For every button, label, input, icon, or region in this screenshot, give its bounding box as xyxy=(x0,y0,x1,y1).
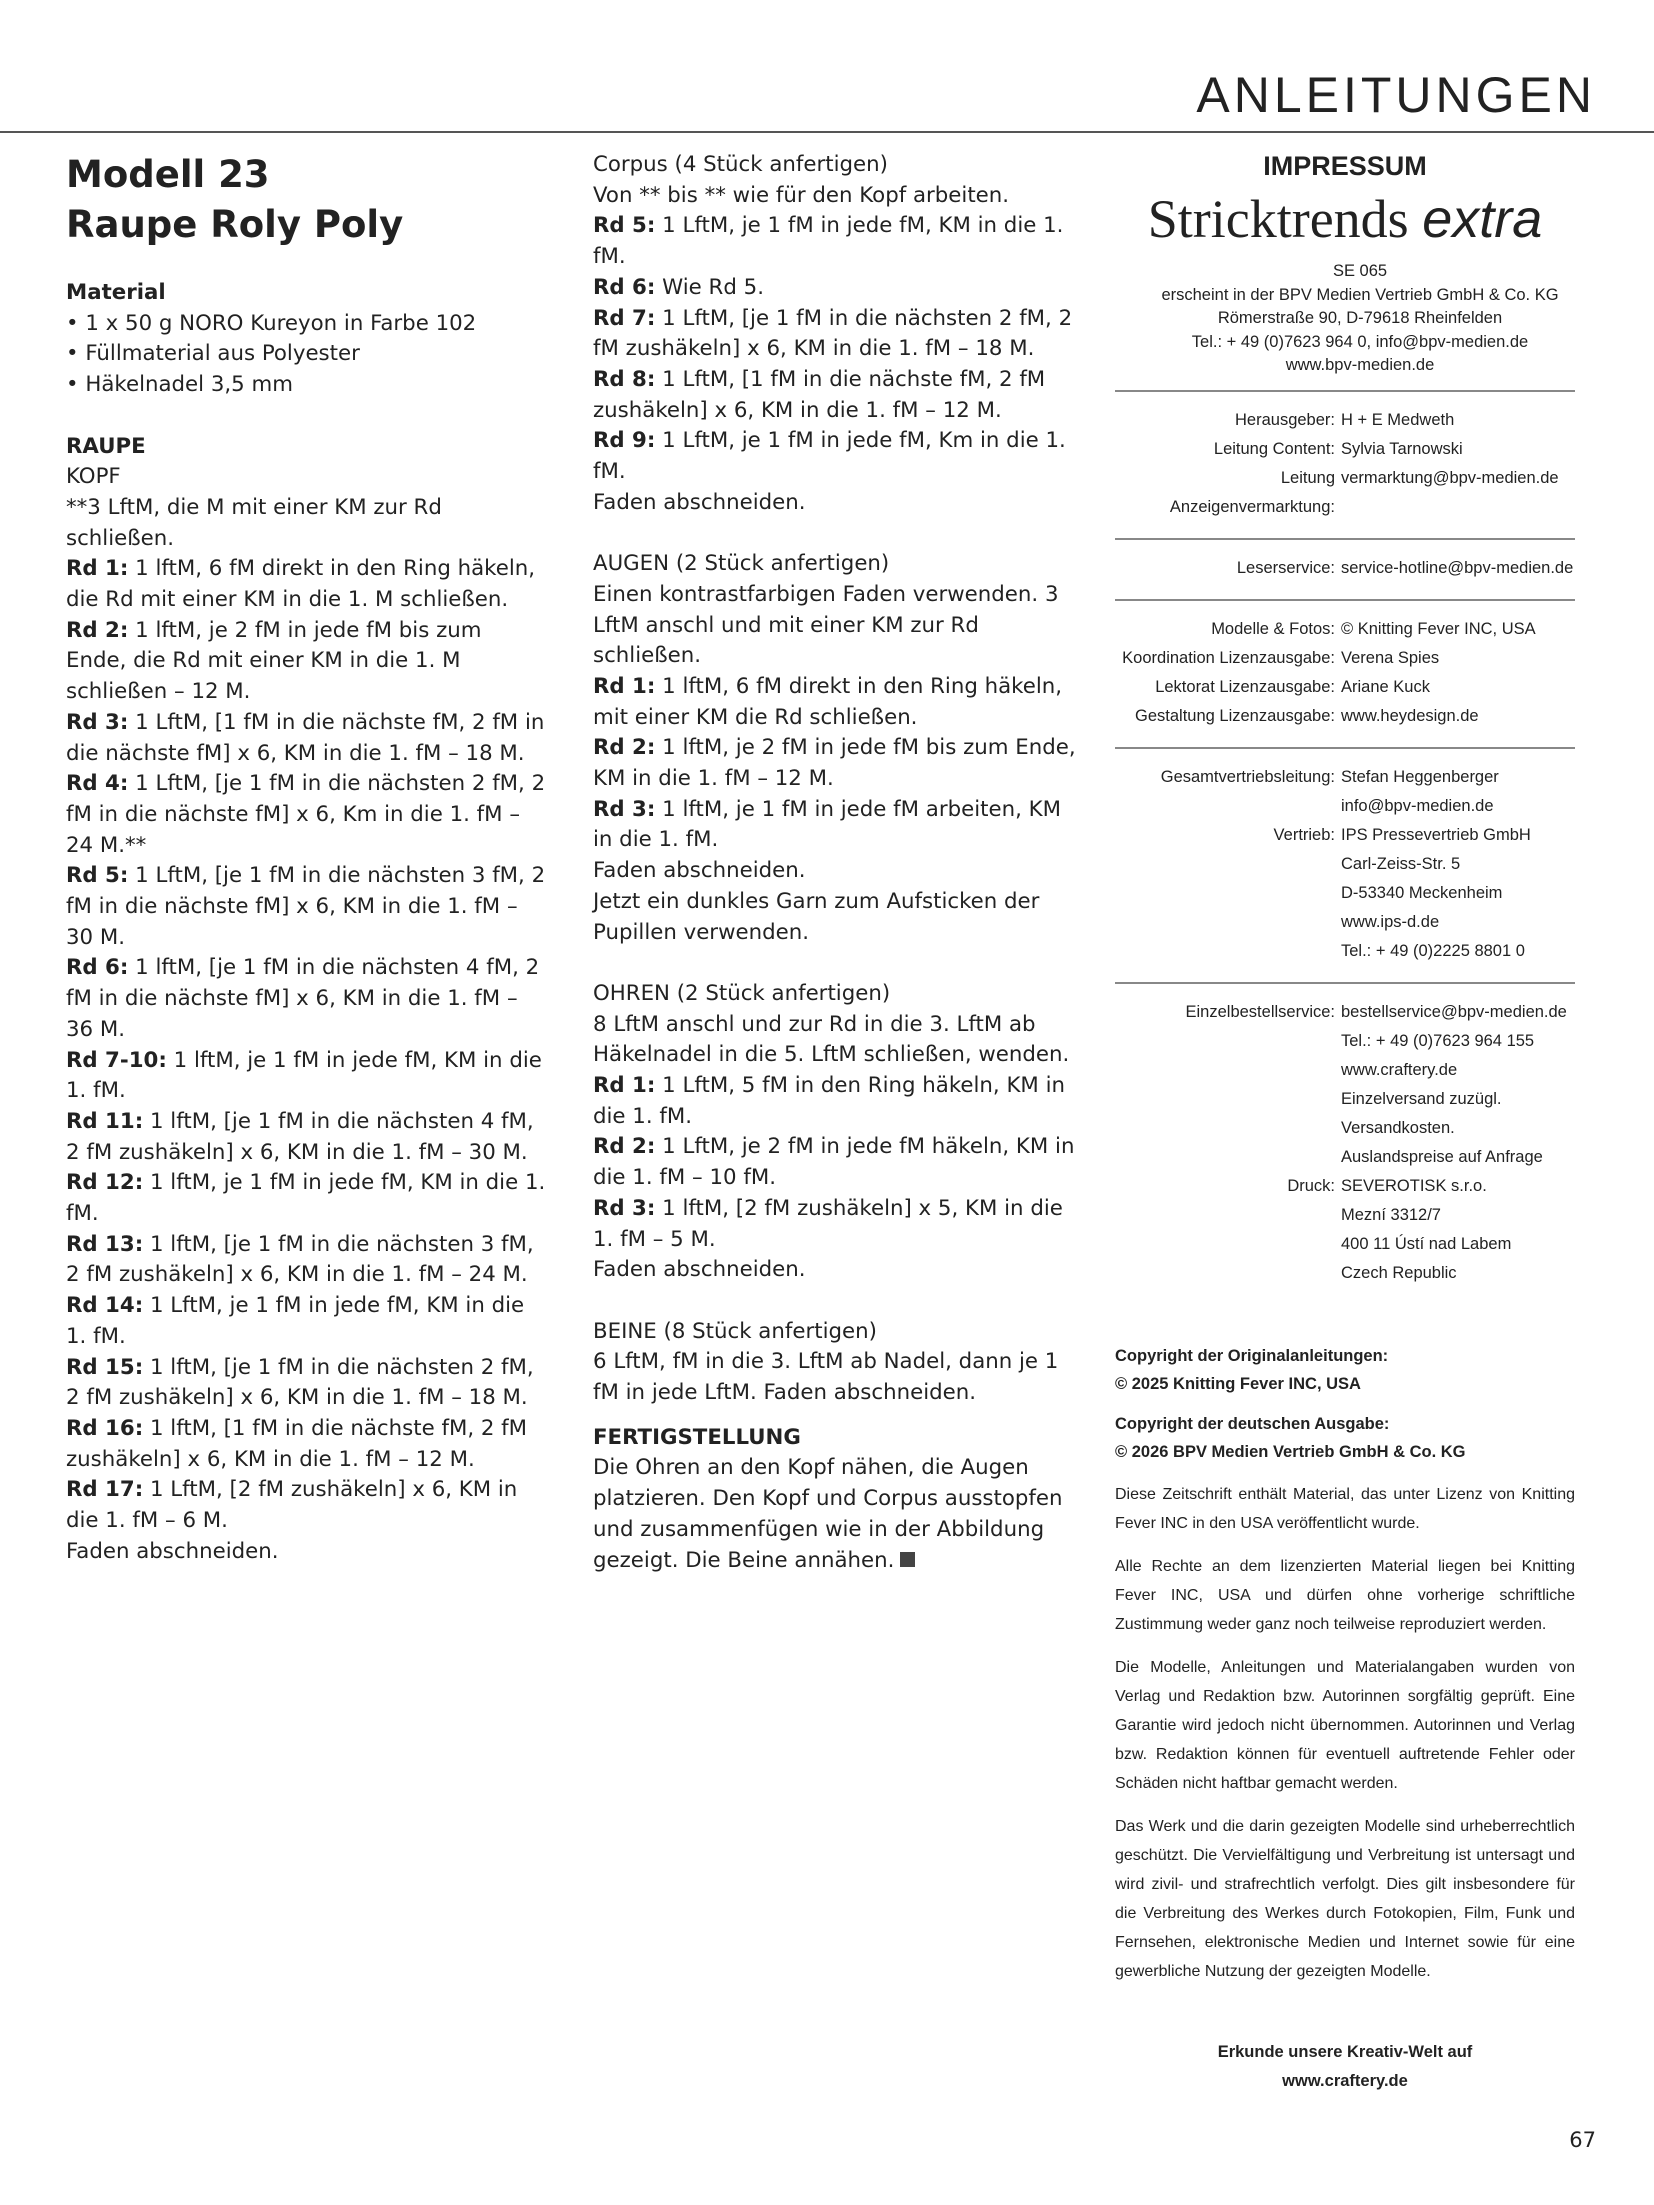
impressum-row xyxy=(1115,554,1575,583)
round-text: 1 LftM, [je 1 fM in die nächsten 3 fM, 2 fM in die nächste fM] x 6, KM in die 1. fM – 30 M. xyxy=(66,863,546,950)
legal-paragraph: Diese Zeitschrift enthält Material, das unter Lizenz von Knitting Fever INC in den USA veröffentlicht wurde. xyxy=(1115,1485,1575,1532)
round-text: 1 LftM, [1 fM in die nächste fM, 2 fM zushäkeln] x 6, KM in die 1. fM – 12 M. xyxy=(593,366,1046,423)
ohren-end: Faden abschneiden. xyxy=(593,1257,806,1283)
round-text: 1 LftM, [je 1 fM in die nächsten 2 fM, 2 fM zushäkeln] x 6, KM in die 1. fM – 18 M. xyxy=(593,305,1073,362)
corpus-heading: Corpus (4 Stück anfertigen) xyxy=(593,152,888,177)
impressum-value: www.ips-d.de xyxy=(1341,912,1440,931)
round-instruction xyxy=(66,1414,546,1475)
raupe-rows xyxy=(66,554,546,1537)
round-label: Rd 4: xyxy=(66,771,129,797)
round-text: 1 LftM, je 1 fM in jede fM, KM in die 1. fM. xyxy=(66,1293,525,1349)
round-instruction xyxy=(66,1230,546,1291)
impressum-label: Gesamtvertriebsleitung: xyxy=(1160,767,1335,786)
round-text: 1 lftM, je 2 fM in jede fM bis zum Ende, KM in die 1. fM – 12 M. xyxy=(593,735,1076,792)
round-label: Rd 13: xyxy=(66,1231,144,1257)
beine-heading: BEINE (8 Stück anfertigen) xyxy=(593,1318,877,1344)
round-label: Rd 2: xyxy=(66,617,129,643)
magazine-brand xyxy=(1115,188,1575,250)
round-label: Rd 6: xyxy=(593,274,656,300)
impressum-value: Stefan Heggenberger xyxy=(1341,767,1499,786)
impressum-row xyxy=(1115,406,1575,435)
impressum-value: Einzelversand zuzügl. xyxy=(1341,1089,1502,1108)
round-label: Rd 5: xyxy=(593,213,656,239)
impressum-row xyxy=(1115,435,1575,464)
round-label: Rd 6: xyxy=(66,955,129,981)
copyright-de-label: Copyright der deutschen Ausgabe: xyxy=(1115,1414,1390,1433)
round-instruction xyxy=(593,795,1083,856)
model-title xyxy=(66,150,546,250)
impressum-values xyxy=(1341,673,1575,702)
copyright-orig-label: Copyright der Originalanleitungen: xyxy=(1115,1346,1389,1365)
augen-end: Faden abschneiden. xyxy=(593,858,806,884)
round-text: 1 lftM, [je 1 fM in die nächsten 3 fM, 2 fM zushäkeln] x 6, KM in die 1. fM – 24 M. xyxy=(66,1231,534,1288)
kv-block-service xyxy=(1115,540,1575,599)
round-instruction xyxy=(593,273,1083,304)
model-name: Raupe Roly Poly xyxy=(66,203,404,246)
impressum-label: Leserservice: xyxy=(1236,558,1335,577)
round-label: Rd 8: xyxy=(593,366,656,392)
kv-block-orders xyxy=(1115,984,1575,1304)
section-title: ANLEITUNGEN xyxy=(1196,67,1596,123)
round-label: Rd 12: xyxy=(66,1170,144,1196)
round-instruction xyxy=(593,304,1083,365)
round-label: Rd 3: xyxy=(593,796,656,822)
impressum-row xyxy=(1115,702,1575,731)
impressum xyxy=(1115,150,1575,2096)
impressum-label: Druck: xyxy=(1287,1176,1335,1195)
impressum-values xyxy=(1341,464,1575,522)
legal-paragraph: Die Modelle, Anleitungen und Materialangaben wurden von Verlag und Redaktion bzw. Autorinnen sorgfältig geprüft. Eine Garantie wird jedoch nicht übernommen. Autorinnen und Verlag bzw. Redaktion können für eventuell auftretende Fehler oder Schäden nicht haftbar gemacht werden. xyxy=(1115,1658,1575,1792)
column-middle xyxy=(593,150,1083,1576)
impressum-row xyxy=(1115,763,1575,821)
corpus-rows xyxy=(593,211,1083,487)
legal-paragraph: Alle Rechte an dem lizenzierten Material liegen bei Knitting Fever INC, USA und dürfen ohne vorherige schriftliche Zustimmung weder ganz noch teilweise reproduziert werden. xyxy=(1115,1557,1575,1633)
round-label: Rd 11: xyxy=(66,1108,144,1134)
impressum-value: Czech Republic xyxy=(1341,1263,1457,1282)
round-label: Rd 14: xyxy=(66,1293,144,1319)
round-label: Rd 16: xyxy=(66,1416,144,1441)
corpus-end: Faden abschneiden. xyxy=(593,489,806,515)
impressum-values xyxy=(1341,1172,1575,1288)
round-instruction xyxy=(593,426,1083,487)
round-label: Rd 1: xyxy=(66,556,129,582)
impressum-value: H + E Medweth xyxy=(1341,410,1455,429)
info-line: Tel.: + 49 (0)7623 964 0, info@bpv-medien.de xyxy=(1191,332,1529,351)
round-instruction xyxy=(66,1353,546,1414)
impressum-value: SEVEROTISK s.r.o. xyxy=(1341,1176,1487,1195)
fertigstellung-text: Die Ohren an den Kopf nähen, die Augen platzieren. Den Kopf und Corpus ausstopfen und zusammenfügen wie in der Abbildung gezeigt. Die Beine annähen. xyxy=(593,1455,1063,1573)
impressum-value: Mezní 3312/7 xyxy=(1341,1205,1441,1224)
impressum-value: Carl-Zeiss-Str. 5 xyxy=(1341,854,1461,873)
impressum-label: Leitung Anzeigenvermarktung: xyxy=(1169,468,1335,516)
impressum-value: Verena Spies xyxy=(1341,648,1440,667)
impressum-row xyxy=(1115,821,1575,966)
round-instruction xyxy=(593,672,1083,733)
round-text: 1 lftM, je 2 fM in jede fM bis zum Ende, die Rd mit einer KM in die 1. M schließen – 12 M. xyxy=(66,617,482,705)
round-text: 1 LftM, [2 fM zushäkeln] x 6, KM in die 1. fM – 6 M. xyxy=(66,1477,518,1534)
explore-link[interactable]: www.craftery.de xyxy=(1282,2071,1408,2090)
impressum-label: Lektorat Lizenzausgabe: xyxy=(1155,677,1335,696)
impressum-row xyxy=(1115,644,1575,673)
round-text: 1 lftM, je 1 fM in jede fM arbeiten, KM in die 1. fM. xyxy=(593,796,1061,853)
impressum-value: Tel.: + 49 (0)7623 964 155 xyxy=(1341,1031,1535,1050)
round-instruction xyxy=(593,1132,1083,1193)
impressum-label: Leitung Content: xyxy=(1213,439,1335,458)
round-text: 1 lftM, [je 1 fM in die nächsten 4 fM, 2 fM zushäkeln] x 6, KM in die 1. fM – 30 M. xyxy=(66,1108,534,1165)
round-instruction xyxy=(593,733,1083,794)
page-number: 67 xyxy=(1569,2128,1596,2152)
explore-line: Erkunde unsere Kreativ-Welt auf xyxy=(1217,2042,1473,2061)
impressum-value: D-53340 Meckenheim xyxy=(1341,883,1503,902)
impressum-value: info@bpv-medien.de xyxy=(1341,796,1494,815)
publisher-info xyxy=(1115,260,1575,378)
impressum-values xyxy=(1341,435,1575,464)
round-text: 1 lftM, [je 1 fM in die nächsten 4 fM, 2 fM in die nächste fM] x 6, KM in die 1. fM – 36 M. xyxy=(66,955,540,1042)
model-number: Modell 23 xyxy=(66,153,270,196)
kopf-heading: KOPF xyxy=(66,464,121,490)
round-label: Rd 9: xyxy=(593,428,656,454)
round-text: 1 LftM, je 1 fM in jede fM, Km in die 1. fM. xyxy=(593,428,1066,485)
round-label: Rd 5: xyxy=(66,863,129,889)
impressum-value: Tel.: + 49 (0)2225 8801 0 xyxy=(1341,941,1525,960)
round-instruction xyxy=(593,365,1083,426)
impressum-value: service-hotline@bpv-medien.de xyxy=(1341,558,1574,577)
kopf-intro: **3 LftM, die M mit einer KM zur Rd schließen. xyxy=(66,494,442,551)
round-text: 1 LftM, [1 fM in die nächste fM, 2 fM in die nächste fM] x 6, KM in die 1. fM – 18 M. xyxy=(66,709,545,766)
impressum-label: Gestaltung Lizenzausgabe: xyxy=(1135,706,1335,725)
round-text: 1 LftM, je 2 fM in jede fM häkeln, KM in die 1. fM – 10 fM. xyxy=(593,1134,1075,1191)
round-label: Rd 1: xyxy=(593,673,656,699)
impressum-row xyxy=(1115,673,1575,702)
fertigstellung-paragraph xyxy=(593,1453,1083,1576)
round-instruction xyxy=(66,616,546,708)
end-square-icon xyxy=(900,1552,915,1567)
impressum-value: Ariane Kuck xyxy=(1341,677,1430,696)
copyright-block xyxy=(1115,1342,1575,1466)
impressum-label: Koordination Lizenzausgabe: xyxy=(1122,648,1335,667)
round-text: 1 LftM, [je 1 fM in die nächsten 2 fM, 2 fM in die nächste fM] x 6, Km in die 1. fM – 24 M.** xyxy=(66,771,546,858)
impressum-value: www.craftery.de xyxy=(1341,1060,1458,1079)
impressum-value: Sylvia Tarnowski xyxy=(1341,439,1463,458)
raupe-heading: RAUPE xyxy=(66,433,146,459)
impressum-value: Versandkosten. xyxy=(1341,1118,1455,1137)
impressum-values xyxy=(1341,763,1575,821)
round-label: Rd 17: xyxy=(66,1477,144,1503)
info-line: Römerstraße 90, D-79618 Rheinfelden xyxy=(1217,309,1503,327)
round-text: 1 lftM, [2 fM zushäkeln] x 5, KM in die 1. fM – 5 M. xyxy=(593,1195,1063,1252)
impressum-value: bestellservice@bpv-medien.de xyxy=(1341,1002,1567,1021)
impressum-value: vermarktung@bpv-medien.de xyxy=(1341,468,1559,487)
fertigstellung-heading: FERTIGSTELLUNG xyxy=(593,1424,801,1450)
corpus-intro: Von ** bis ** wie für den Kopf arbeiten. xyxy=(593,182,1010,208)
impressum-row xyxy=(1115,464,1575,522)
kv-block-editorial xyxy=(1115,392,1575,538)
round-instruction xyxy=(66,953,546,1045)
round-label: Rd 2: xyxy=(593,1134,656,1160)
ohren-intro: 8 LftM anschl und zur Rd in die 3. LftM ab Häkelnadel in die 5. LftM schließen, wenden. xyxy=(593,1011,1070,1068)
impressum-row xyxy=(1115,615,1575,644)
column-left xyxy=(66,150,546,1568)
kv-block-license xyxy=(1115,601,1575,747)
info-line: SE 065 xyxy=(1332,262,1388,280)
round-text: 1 lftM, je 1 fM in jede fM, KM in die 1. fM. xyxy=(66,1047,542,1104)
round-label: Rd 15: xyxy=(66,1354,144,1380)
round-text: 1 lftM, [je 1 fM in die nächsten 2 fM, 2 fM zushäkeln] x 6, KM in die 1. fM – 18 M. xyxy=(66,1354,534,1411)
round-label: Rd 3: xyxy=(593,1195,656,1221)
round-instruction xyxy=(66,1168,546,1229)
material-heading: Material xyxy=(66,280,166,305)
round-instruction xyxy=(593,1194,1083,1255)
round-label: Rd 1: xyxy=(593,1073,656,1099)
impressum-value: © Knitting Fever INC, USA xyxy=(1341,619,1536,638)
round-instruction xyxy=(66,708,546,769)
brand-main: Stricktrends xyxy=(1147,189,1423,249)
round-instruction xyxy=(66,1046,546,1107)
impressum-label: Herausgeber: xyxy=(1235,410,1335,429)
impressum-values xyxy=(1341,554,1575,583)
material-item: • Häkelnadel 3,5 mm xyxy=(66,372,293,398)
beine-text: 6 LftM, fM in die 3. LftM ab Nadel, dann je 1 fM in jede LftM. Faden abschneiden. xyxy=(593,1349,1059,1406)
brand-extra: extra xyxy=(1422,189,1543,249)
round-instruction xyxy=(66,1475,546,1536)
round-instruction xyxy=(593,211,1083,272)
round-label: Rd 7-10: xyxy=(66,1047,167,1073)
impressum-label: Vertrieb: xyxy=(1273,825,1335,844)
round-text: 1 lftM, je 1 fM in jede fM, KM in die 1. fM. xyxy=(66,1170,546,1227)
ohren-rows xyxy=(593,1071,1083,1255)
round-text: Wie Rd 5. xyxy=(655,274,764,300)
round-instruction xyxy=(66,769,546,861)
material-item: • Füllmaterial aus Polyester xyxy=(66,341,360,367)
raupe-end: Faden abschneiden. xyxy=(66,1538,279,1564)
round-instruction xyxy=(593,1071,1083,1132)
impressum-values xyxy=(1341,615,1575,644)
round-text: 1 LftM, 5 fM in den Ring häkeln, KM in die 1. fM. xyxy=(593,1073,1065,1129)
copyright-orig-value: © 2025 Knitting Fever INC, USA xyxy=(1115,1374,1361,1393)
impressum-value: IPS Pressevertrieb GmbH xyxy=(1341,825,1531,844)
impressum-values xyxy=(1341,702,1575,731)
round-text: 1 lftM, 6 fM direkt in den Ring häkeln, die Rd mit einer KM in die 1. M schließen. xyxy=(66,556,536,613)
impressum-label: Einzelbestellservice: xyxy=(1185,1002,1335,1021)
impressum-values xyxy=(1341,998,1575,1172)
explore-note xyxy=(1115,2038,1575,2096)
impressum-value: Auslandspreise auf Anfrage xyxy=(1341,1147,1543,1166)
kv-block-distribution xyxy=(1115,749,1575,982)
material-item: • 1 x 50 g NORO Kureyon in Farbe 102 xyxy=(66,310,477,336)
round-instruction xyxy=(66,554,546,615)
round-instruction xyxy=(66,1291,546,1352)
augen-extra: Jetzt ein dunkles Garn zum Aufsticken der Pupillen verwenden. xyxy=(593,888,1040,945)
legal-paragraph: Das Werk und die darin gezeigten Modelle sind urheberrechtlich geschützt. Die Vervielfältigung und Verbreitung ist untersagt und wird zivil- und strafrechtlich verfolgt. Dies gilt insbesondere für die Verbreitung des Werkes durch Fotokopien, Film, Funk und Fernsehen, elektronische Medien und Internet sowie für eine gewerbliche Nutzung der gezeigten Modelle. xyxy=(1115,1817,1575,1980)
augen-rows xyxy=(593,672,1083,856)
impressum-values xyxy=(1341,406,1575,435)
impressum-values xyxy=(1341,821,1575,966)
round-instruction xyxy=(66,1107,546,1168)
round-text: 1 LftM, je 1 fM in jede fM, KM in die 1. fM. xyxy=(593,213,1064,270)
augen-intro: Einen kontrastfarbigen Faden verwenden. 3 LftM anschl und mit einer KM zur Rd schließen. xyxy=(593,581,1059,669)
round-label: Rd 2: xyxy=(593,735,656,761)
round-instruction xyxy=(66,861,546,953)
header-divider xyxy=(0,131,1654,133)
impressum-row xyxy=(1115,998,1575,1172)
augen-heading: AUGEN (2 Stück anfertigen) xyxy=(593,551,890,577)
impressum-heading: IMPRESSUM xyxy=(1263,151,1427,181)
copyright-de-value: © 2026 BPV Medien Vertrieb GmbH & Co. KG xyxy=(1115,1442,1466,1461)
round-label: Rd 7: xyxy=(593,305,656,331)
info-line: www.bpv-medien.de xyxy=(1285,356,1435,374)
round-text: 1 lftM, [1 fM in die nächste fM, 2 fM zushäkeln] x 6, KM in die 1. fM – 12 M. xyxy=(66,1416,528,1472)
impressum-value: 400 11 Ústí nad Labem xyxy=(1341,1234,1512,1253)
impressum-label: Modelle & Fotos: xyxy=(1211,619,1335,638)
round-text: 1 lftM, 6 fM direkt in den Ring häkeln, mit einer KM die Rd schließen. xyxy=(593,673,1063,730)
impressum-values xyxy=(1341,644,1575,673)
impressum-value: www.heydesign.de xyxy=(1341,706,1479,725)
impressum-row xyxy=(1115,1172,1575,1288)
ohren-heading: OHREN (2 Stück anfertigen) xyxy=(593,980,891,1006)
info-line: erscheint in der BPV Medien Vertrieb GmbH & Co. KG xyxy=(1161,285,1559,304)
round-label: Rd 3: xyxy=(66,709,129,735)
